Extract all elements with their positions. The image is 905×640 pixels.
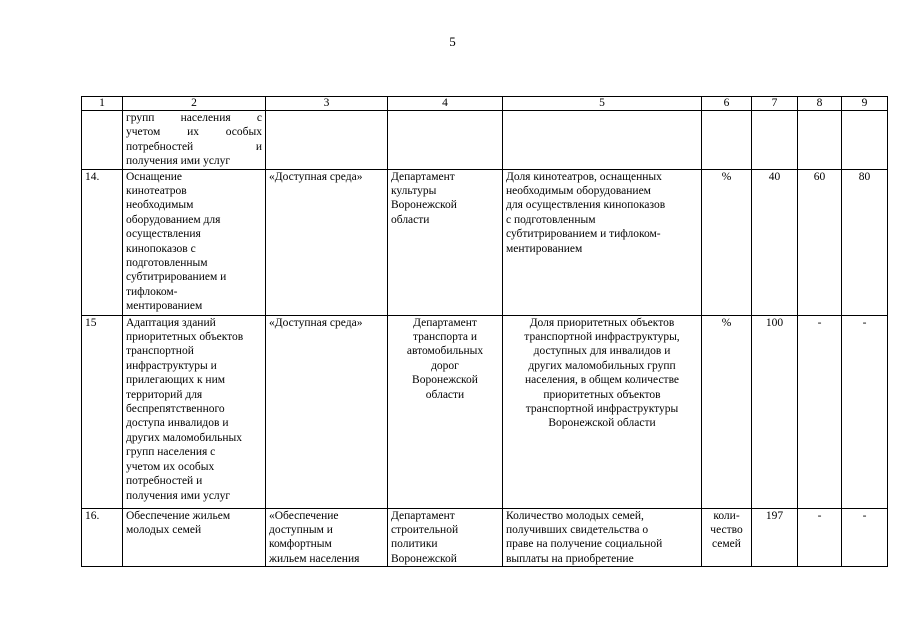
unit-cell: % xyxy=(702,169,752,315)
header-cell: 1 xyxy=(82,97,123,111)
event-line: прилегающих к ним xyxy=(126,374,225,387)
indicators-table xyxy=(81,96,888,567)
program-cell xyxy=(266,508,388,567)
executor-line: строительной xyxy=(391,524,459,537)
event-line: кинотеатров xyxy=(126,185,187,198)
event-line: учетом их особых xyxy=(126,126,262,139)
value-cell: 40 xyxy=(752,169,798,315)
indicator-line: субтитрированием и тифлоком- xyxy=(506,228,661,241)
program-line: «Обеспечение xyxy=(269,509,339,522)
event-cell xyxy=(123,508,266,567)
header-cell: 6 xyxy=(702,97,752,111)
indicator-cell xyxy=(503,111,702,170)
program-line: «Доступная среда» xyxy=(269,170,363,183)
event-line: потребностей и xyxy=(126,475,203,488)
indicator-line: ментированием xyxy=(506,242,583,255)
executor-cell xyxy=(388,315,503,508)
executor-line: культуры xyxy=(391,185,437,198)
num-cell: 14. xyxy=(82,169,123,315)
executor-line: дорог xyxy=(431,359,459,372)
indicator-line: Воронежской области xyxy=(548,417,656,430)
indicator-line: Доля приоритетных объектов xyxy=(529,316,675,329)
indicator-line: с подготовленным xyxy=(506,213,596,226)
value-cell: - xyxy=(798,508,842,567)
event-line: получения ими услуг xyxy=(126,489,231,502)
value-cell xyxy=(752,111,798,170)
value-cell: - xyxy=(842,508,888,567)
value-cell: 80 xyxy=(842,169,888,315)
event-line: тифлоком- xyxy=(126,285,178,298)
executor-line: области xyxy=(425,388,465,401)
header-cell: 9 xyxy=(842,97,888,111)
executor-line: Департамент xyxy=(391,170,455,183)
event-line: групп населения с xyxy=(126,112,262,124)
program-line: жильем населения xyxy=(269,552,360,565)
header-cell: 4 xyxy=(388,97,503,111)
event-line: ментированием xyxy=(126,300,203,313)
executor-line: Воронежской xyxy=(412,374,478,387)
executor-line: политики xyxy=(391,538,438,551)
num-cell: 15 xyxy=(82,315,123,508)
program-cell xyxy=(266,169,388,315)
event-cell xyxy=(123,315,266,508)
executor-cell xyxy=(388,169,503,315)
program-line: комфортным xyxy=(269,538,332,551)
event-line: получения ими услуг xyxy=(126,155,231,168)
unit-line: семей xyxy=(712,538,741,551)
indicator-cell xyxy=(503,169,702,315)
event-line: доступа инвалидов и xyxy=(126,417,229,430)
table-row-continued xyxy=(82,111,888,170)
event-line: потребностей и xyxy=(126,140,262,153)
indicator-line: Количество молодых семей, xyxy=(506,509,644,522)
header-cell: 2 xyxy=(123,97,266,111)
indicator-line: получивших свидетельства о xyxy=(506,524,649,537)
table-row xyxy=(82,508,888,567)
event-line: осуществления xyxy=(126,228,201,241)
value-cell: 197 xyxy=(752,508,798,567)
event-line: других маломобильных xyxy=(126,431,243,444)
event-line: оборудованием для xyxy=(126,213,221,226)
table-row xyxy=(82,169,888,315)
event-line: беспрепятственного xyxy=(126,403,225,416)
executor-line: Воронежской xyxy=(391,199,457,212)
event-line: Оснащение xyxy=(126,170,183,183)
indicator-line: транспортной инфраструктуры, xyxy=(524,331,680,344)
unit-line: чество xyxy=(710,524,743,537)
header-row xyxy=(82,97,888,111)
num-cell: 16. xyxy=(82,508,123,567)
event-line: приоритетных объектов xyxy=(126,331,244,344)
executor-cell xyxy=(388,111,503,170)
indicator-line: приоритетных объектов xyxy=(543,388,661,401)
header-cell: 8 xyxy=(798,97,842,111)
executor-line: области xyxy=(391,213,430,226)
indicator-line: для осуществления кинопоказов xyxy=(506,199,666,212)
event-line: групп населения с xyxy=(126,446,216,459)
event-line: молодых семей xyxy=(126,524,202,537)
table-row xyxy=(82,315,888,508)
executor-line: Воронежской xyxy=(391,552,457,565)
num-cell xyxy=(82,111,123,170)
unit-line: коли- xyxy=(713,509,740,522)
unit-cell xyxy=(702,111,752,170)
value-cell: 100 xyxy=(752,315,798,508)
event-cell xyxy=(123,169,266,315)
value-cell: - xyxy=(798,315,842,508)
event-line: территорий для xyxy=(126,388,203,401)
program-cell xyxy=(266,315,388,508)
indicator-line: других маломобильных групп xyxy=(528,359,676,372)
header-cell: 5 xyxy=(503,97,702,111)
executor-line: Департамент xyxy=(391,509,455,522)
event-line: подготовленным xyxy=(126,257,208,270)
indicator-cell xyxy=(503,315,702,508)
header-cell: 3 xyxy=(266,97,388,111)
executor-line: автомобильных xyxy=(406,345,484,358)
event-line: транспортной xyxy=(126,345,194,358)
program-cell xyxy=(266,111,388,170)
indicator-line: необходимым оборудованием xyxy=(506,185,651,198)
indicator-line: населения, в общем количестве xyxy=(524,374,680,387)
indicator-line: доступных для инвалидов и xyxy=(533,345,671,358)
unit-cell xyxy=(702,508,752,567)
event-line: учетом их особых xyxy=(126,460,215,473)
executor-line: транспорта и xyxy=(412,331,478,344)
value-cell xyxy=(842,111,888,170)
value-cell: 60 xyxy=(798,169,842,315)
event-line: субтитрированием и xyxy=(126,271,227,284)
value-cell xyxy=(798,111,842,170)
indicator-line: праве на получение социальной xyxy=(506,538,663,551)
indicator-line: Доля кинотеатров, оснащенных xyxy=(506,170,662,183)
event-line: инфраструктуры и xyxy=(126,359,217,372)
header-cell: 7 xyxy=(752,97,798,111)
executor-cell xyxy=(388,508,503,567)
event-line: необходимым xyxy=(126,199,194,212)
event-cell xyxy=(123,111,266,170)
unit-cell: % xyxy=(702,315,752,508)
program-line: доступным и xyxy=(269,524,333,537)
indicator-line: транспортной инфраструктуры xyxy=(525,403,679,416)
page-number: 5 xyxy=(449,34,456,49)
executor-line: Департамент xyxy=(413,316,477,329)
indicator-cell xyxy=(503,508,702,567)
indicator-line: выплаты на приобретение xyxy=(506,552,634,565)
program-line: «Доступная среда» xyxy=(269,316,363,329)
event-line: кинопоказов с xyxy=(126,242,196,255)
value-cell: - xyxy=(842,315,888,508)
event-line: Обеспечение жильем xyxy=(126,509,231,522)
event-line: Адаптация зданий xyxy=(126,316,216,329)
